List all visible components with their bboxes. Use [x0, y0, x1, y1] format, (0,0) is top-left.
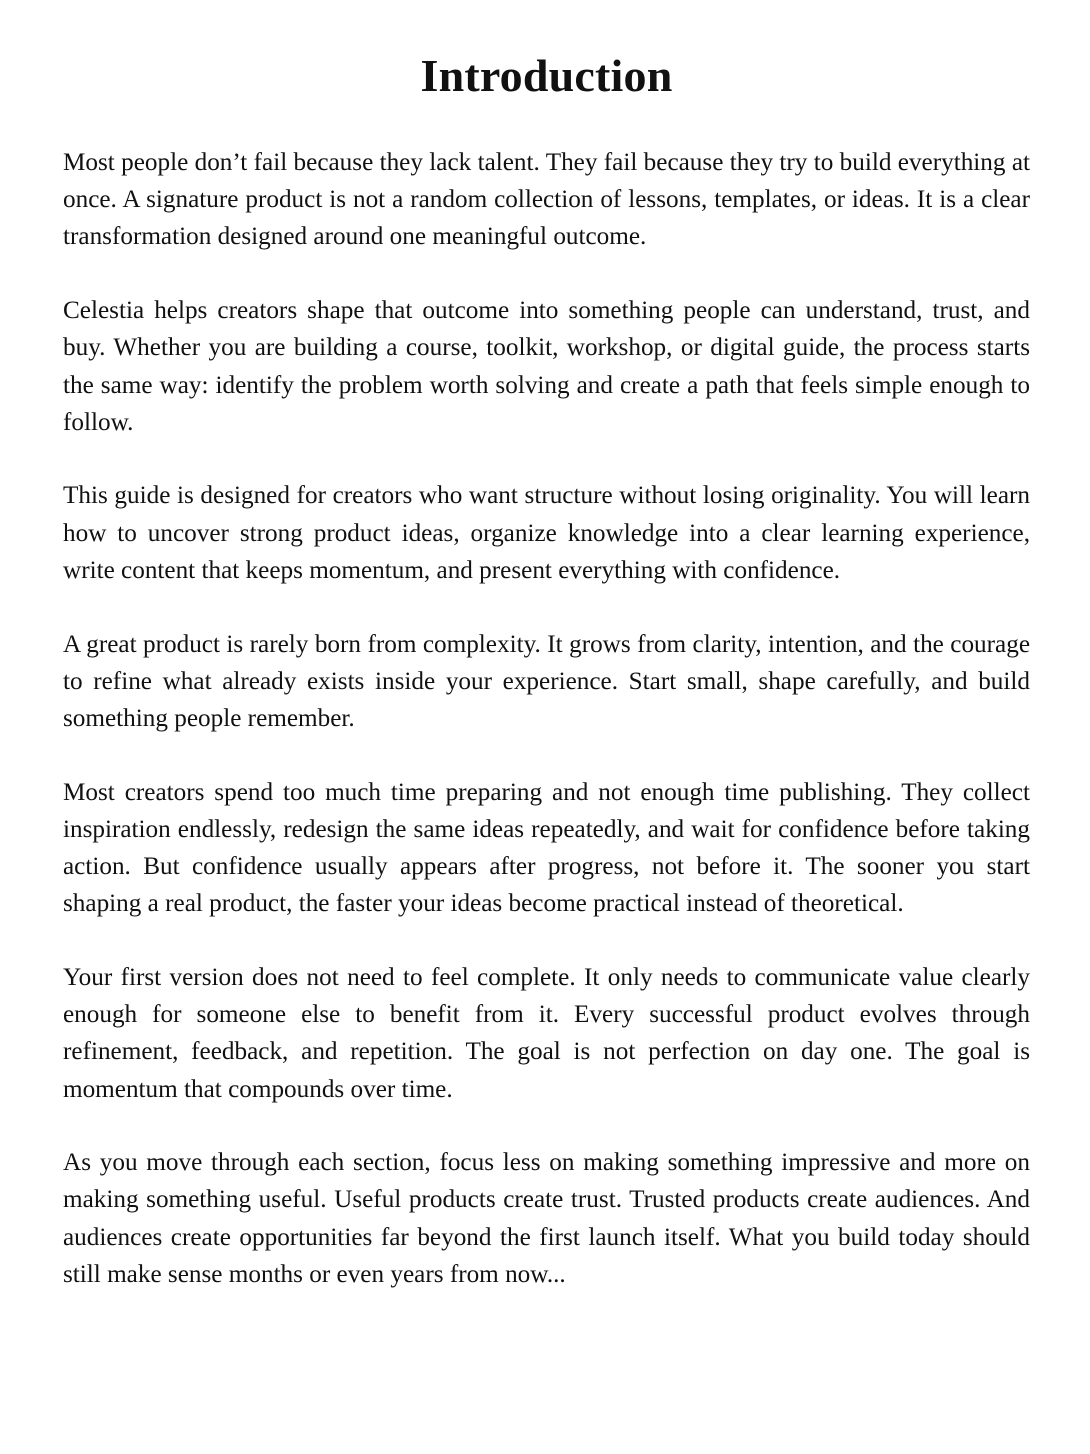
paragraph-7: As you move through each section, focus less on making something impressive and more on making something useful. Useful products create trust. Trusted products create audiences. And audiences create opportunities far beyond the first launch itself. What you build today should still make sense months or even years from now...: [63, 1149, 1030, 1288]
paragraph-1: Most people don’t fail because they lack talent. They fail because they try to build everything at once. A signature product is not a random collection of lessons, templates, or ideas. It is a clear transformation designed around one meaningful outcome.: [63, 149, 1030, 251]
paragraph-2: Celestia helps creators shape that outcome into something people can understand, trust, and buy. Whether you are building a course, toolkit, workshop, or digital guide, the process starts the same way: identify the problem worth solving and create a path that feels simple enough to follow.: [63, 297, 1030, 436]
paragraph-3: This guide is designed for creators who want structure without losing originality. You will learn how to uncover strong product ideas, organize knowledge into a clear learning experience, write content that keeps momentum, and present everything with confidence.: [63, 482, 1030, 584]
document-body: [63, 144, 1030, 1293]
paragraph-5: Most creators spend too much time preparing and not enough time publishing. They collect inspiration endlessly, redesign the same ideas repeatedly, and wait for confidence before taking action. But confidence usually appears after progress, not before it. The sooner you start shaping a real product, the faster your ideas become practical instead of theoretical.: [63, 778, 1030, 918]
paragraph-4: A great product is rarely born from complexity. It grows from clarity, intention, and the courage to refine what already exists inside your experience. Start small, shape carefully, and build something people remember.: [63, 630, 1030, 732]
page-title: Introduction: [420, 50, 673, 101]
paragraph-6: Your first version does not need to feel complete. It only needs to communicate value clearly enough for someone else to benefit from it. Every successful product evolves through refinement, feedback, and repetition. The goal is not perfection on day one. The goal is momentum that compounds over time.: [63, 963, 1030, 1103]
document-page: [63, 0, 1030, 1330]
